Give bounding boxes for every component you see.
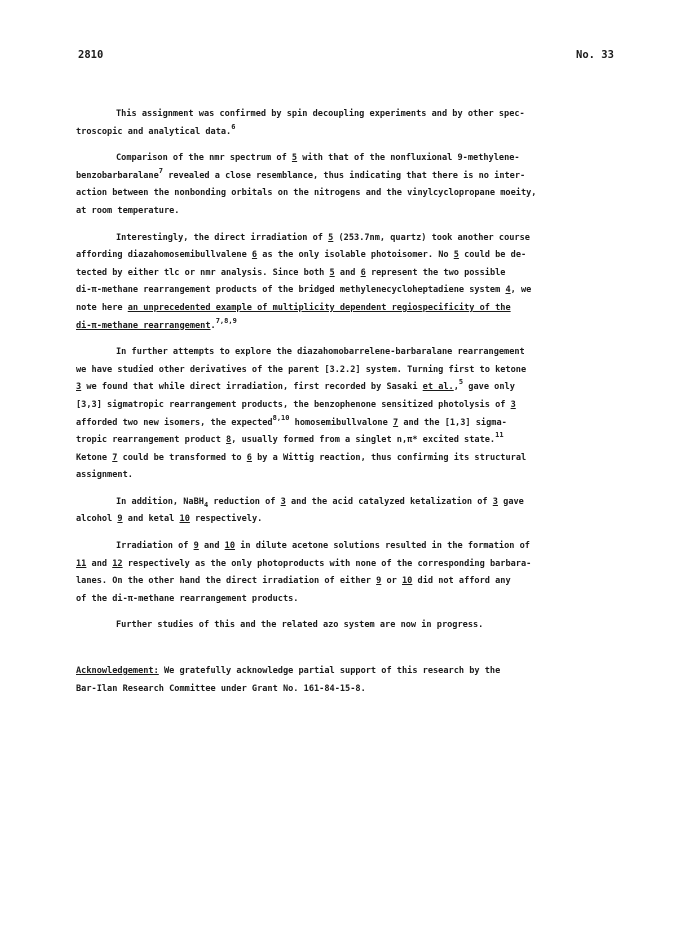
reference-superscript: 6 [231,122,236,131]
compound-number: 10 [401,576,413,587]
compound-number: 9 [376,576,382,587]
et-al-citation: et al. [422,382,454,393]
text-line: 3 we found that while direct irradiation, first recorded by Sasaki et al.,$^5$ gave only [76,378,515,393]
text-line: note here an unprecedented example of multiplicity dependent regiospecificity of the [76,302,511,313]
text-line: tropic rearrangement product 8, usually formed from a singlet n,π* excited state.$^{11}$ [76,431,504,446]
compound-number: 3 [280,496,286,507]
text-line: we have studied other derivatives of the parent [3.2.2] system. Turning first to ketone [76,364,527,375]
acknowledgement-section [76,663,596,698]
text-line: 11 and 12 respectively as the only photoproducts with none of the corresponding barbara- [76,558,532,569]
paragraph-1 [76,106,596,141]
text-line: In further attempts to explore the diazahomobarrelene-barbaralane rearrangement [116,347,525,358]
text-line: Ketone 7 could be transformed to 6 by a Wittig reaction, thus confirming its structural [76,452,527,463]
compound-number: 9 [193,541,199,552]
compound-number: 9 [117,514,123,525]
compound-number: 5 [329,267,335,278]
compound-number: 5 [291,153,298,164]
emphasized-phrase: an unprecedented example of multiplicity dependent regiospecificity of the [127,302,511,313]
text-line: afforded two new isomers, the expected$^{8,10}$ homosemibullvalone 7 and the [1,3] sigma- [76,413,507,428]
compound-number: 4 [505,285,511,296]
text-line: alcohol 9 and ketal 10 respectively. [76,514,263,525]
text-line: Interestingly, the direct irradiation of 5 (253.7nm, quartz) took another course [116,232,530,243]
compound-number: 11 [76,558,87,569]
reference-superscript: 11 [495,431,504,440]
text-line: of the di-π-methane rearrangement products. [76,593,299,604]
text-line: In addition, NaBH$_4$ reduction of 3 and the acid catalyzed ketalization of 3 gave [116,496,524,509]
paragraph-6 [76,538,596,608]
page-number: 2810 [78,49,104,61]
journal-issue-number: No. 33 [576,49,614,61]
emphasized-phrase: di-π-methane rearrangement [76,320,211,331]
compound-number: 3 [76,382,82,393]
text-line: at room temperature. [76,205,180,216]
text-line: assignment. [76,470,133,481]
text-line: lanes. On the other hand the direct irradiation of either 9 or 10 did not afford any [76,576,511,587]
compound-number: 5 [328,232,334,243]
reference-superscript: 8,10 [272,413,290,422]
compound-number: 7 [392,417,399,428]
subscript: 4 [203,500,209,509]
text-line: This assignment was confirmed by spin decoupling experiments and by other spec- [116,109,525,119]
text-line: Acknowledgement: We gratefully acknowledge partial support of this research by the [76,666,501,677]
compound-number: 10 [224,541,236,552]
acknowledgement-label: Acknowledgement: [76,666,159,677]
text-line: Bar-Ilan Research Committee under Grant No. 161-84-15-8. [76,683,366,694]
compound-number: 6 [360,267,366,278]
compound-number: 7 [112,452,118,463]
text-line: di-π-methane rearrangement products of the bridged methylenecycloheptadiene system 4, we [76,285,532,296]
text-line: Irradiation of 9 and 10 in dilute acetone solutions resulted in the formation of [116,541,530,552]
paragraph-4 [76,344,596,485]
paragraph-7 [76,617,596,635]
text-line: action between the nonbonding orbitals on the nitrogens and the vinylcyclopropane moeity, [76,188,537,199]
text-line: [3,3] sigmatropic rearrangement products, the benzophenone sensitized photolysis of 3 [76,399,516,410]
text-line: troscopic and analytical data.$^6$ [76,122,236,137]
compound-number: 12 [112,558,123,569]
paragraph-3 [76,230,596,336]
compound-number: 3 [510,399,516,410]
text-line: benzobarbaralane$^7$ revealed a close resemblance, thus indicating that there is no inter- [76,166,526,181]
compound-number: 3 [492,496,498,507]
text-line: tected by either tlc or nmr analysis. Since both 5 and 6 represent the two possible [76,267,506,278]
paragraph-2 [76,150,596,220]
text-line: di-π-methane rearrangement.$^{7,8,9}$ [76,316,237,331]
article-body [76,106,596,707]
reference-superscript: 5 [458,378,464,387]
text-line: Further studies of this and the related azo system are now in progress. [116,620,484,631]
compound-number: 8 [226,435,232,446]
text-line: Comparison of the nmr spectrum of 5 with that of the nonfluxional 9-methylene- [116,153,520,164]
compound-number: 6 [251,250,258,261]
compound-number: 6 [246,452,252,463]
compound-number: 10 [179,514,190,525]
compound-number: 5 [453,250,459,261]
text-line: affording diazahomosemibullvalene 6 as the only isolable photoisomer. No 5 could be de- [76,250,527,261]
reference-superscript: 7 [158,166,164,175]
paragraph-5 [76,494,596,529]
reference-superscript: 7,8,9 [215,316,237,325]
